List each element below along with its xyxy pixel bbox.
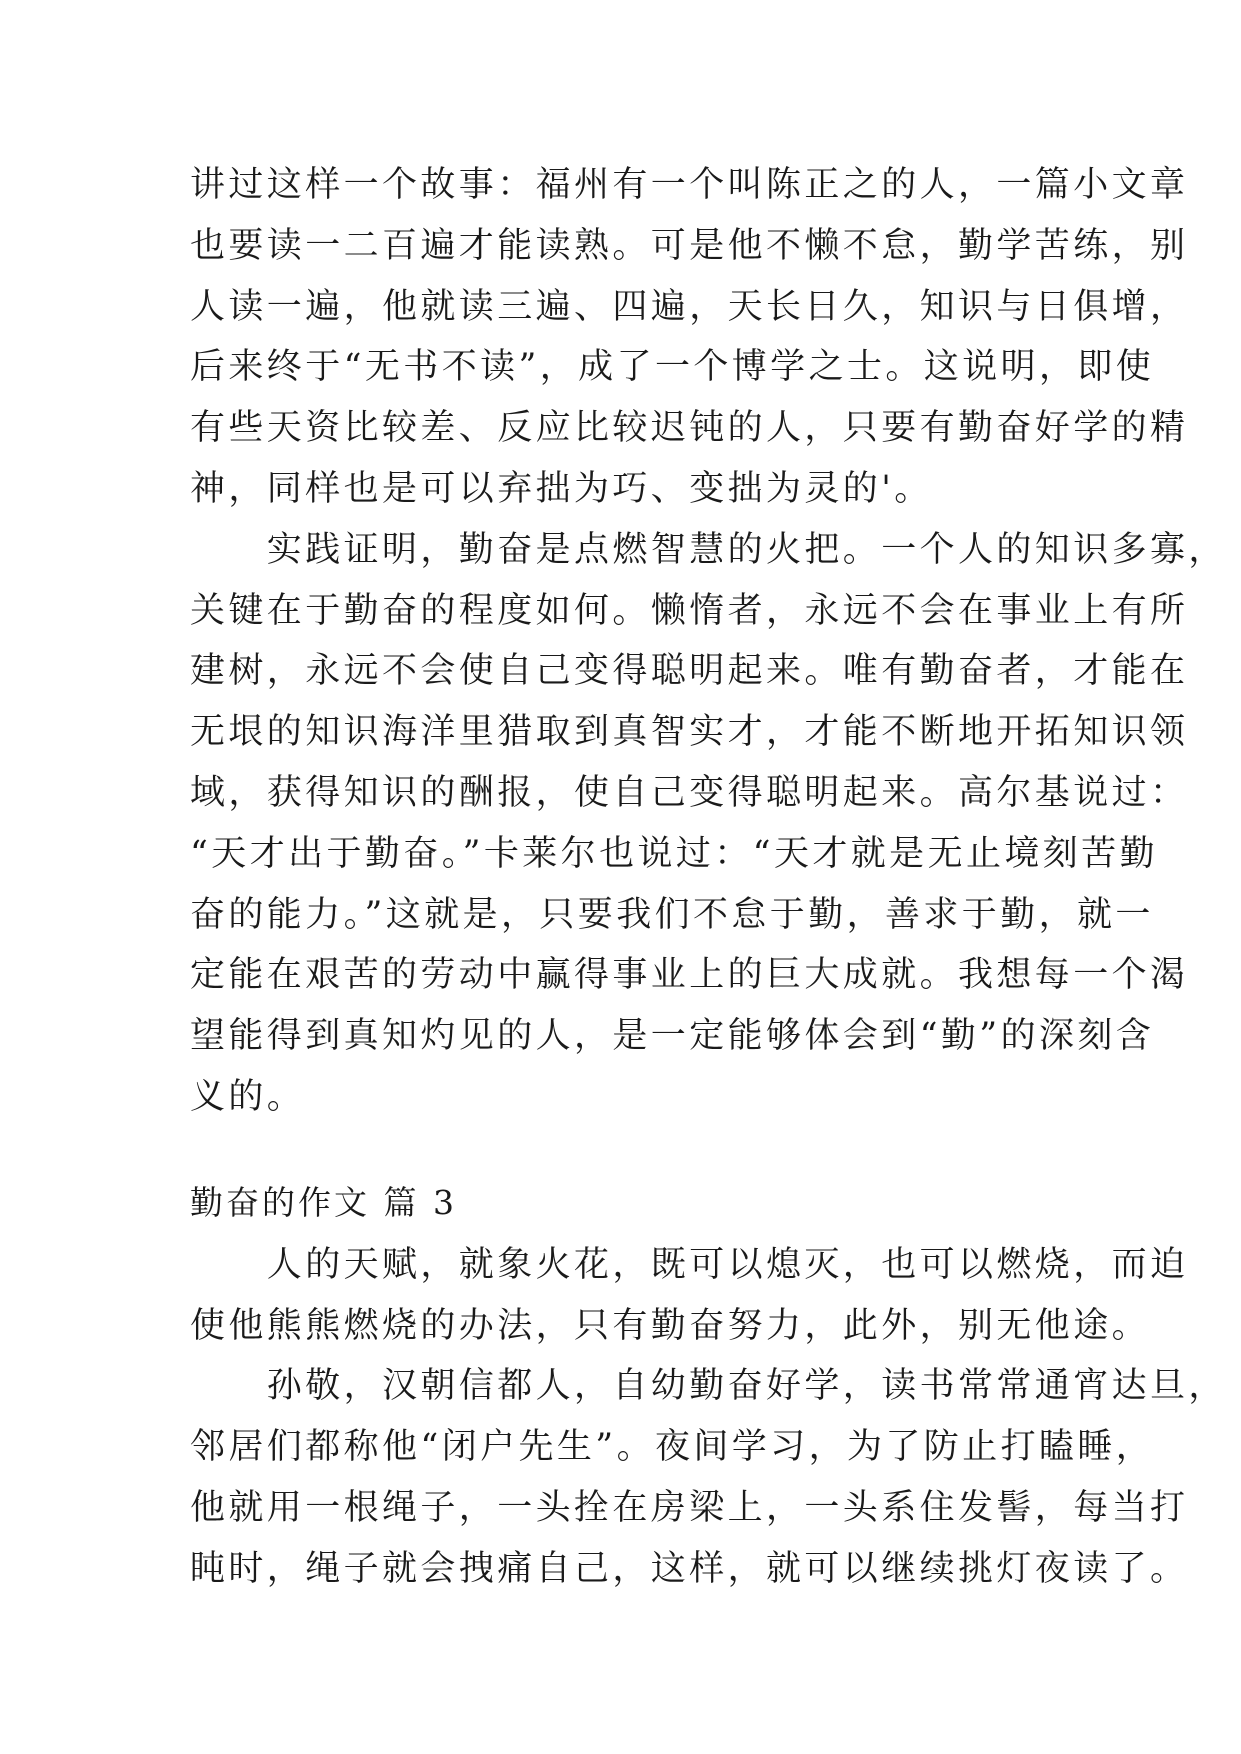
text-line: 域，获得知识的酬报，使自己变得聪明起来。高尔基说过： bbox=[190, 772, 1189, 813]
text-line: 定能在艰苦的劳动中赢得事业上的巨大成就。我想每一个渴 bbox=[190, 955, 1189, 996]
text-line: 后来终于“无书不读”，成了一个博学之士。这说明，即使 bbox=[190, 347, 1155, 388]
text-line: 神，同样也是可以弃拙为巧、变拙为灵的'。 bbox=[190, 468, 933, 509]
text-line: 孙敬，汉朝信都人，自幼勤奋好学，读书常常通宵达旦， bbox=[190, 1366, 1227, 1407]
paragraph-2 bbox=[190, 520, 1227, 1128]
text-line: “天才出于勤奋。”卡莱尔也说过：“天才就是无止境刻苦勤 bbox=[190, 833, 1158, 874]
text-line: 人的天赋，就象火花，既可以熄灭，也可以燃烧，而迫 bbox=[190, 1244, 1189, 1285]
text-line: 实践证明，勤奋是点燃智慧的火把。一个人的知识多寡， bbox=[190, 529, 1227, 570]
paragraph-4 bbox=[190, 1356, 1227, 1599]
text-line: 人读一遍，他就读三遍、四遍，天长日久，知识与日俱增， bbox=[190, 286, 1189, 327]
document-page bbox=[190, 155, 1227, 1600]
text-line: 义的。 bbox=[190, 1076, 306, 1117]
text-line: 奋的能力。”这就是，只要我们不怠于勤，善求于勤，就一 bbox=[190, 894, 1154, 935]
text-line: 关键在于勤奋的程度如何。懒惰者，永远不会在事业上有所 bbox=[190, 590, 1189, 631]
text-line: 建树，永远不会使自己变得聪明起来。唯有勤奋者，才能在 bbox=[190, 651, 1189, 692]
text-line: 讲过这样一个故事：福州有一个叫陈正之的人，一篇小文章 bbox=[190, 165, 1189, 205]
section-gap bbox=[190, 1128, 1070, 1171]
text-line: 他就用一根绳子，一头拴在房梁上，一头系住发髻，每当打 bbox=[190, 1487, 1189, 1528]
text-line: 有些天资比较差、反应比较迟钝的人，只要有勤奋好学的精 bbox=[190, 408, 1189, 449]
text-line: 无垠的知识海洋里猎取到真智实才，才能不断地开拓知识领 bbox=[190, 712, 1189, 753]
text-line: 也要读一二百遍才能读熟。可是他不懒不怠，勤学苦练，别 bbox=[190, 225, 1189, 266]
section-heading: 勤奋的作文 篇 3 bbox=[190, 1182, 457, 1222]
text-line: 望能得到真知灼见的人，是一定能够体会到“勤”的深刻含 bbox=[190, 1016, 1155, 1057]
text-line: 使他熊熊燃烧的办法，只有勤奋努力，此外，别无他途。 bbox=[190, 1305, 1151, 1346]
paragraph-1 bbox=[190, 155, 1189, 520]
text-line: 邻居们都称他“闭户先生”。夜间学习，为了防止打瞌睡， bbox=[190, 1427, 1155, 1468]
paragraph-3 bbox=[190, 1235, 1189, 1357]
text-line: 盹时，绳子就会拽痛自己，这样，就可以继续挑灯夜读了。 bbox=[190, 1548, 1189, 1589]
